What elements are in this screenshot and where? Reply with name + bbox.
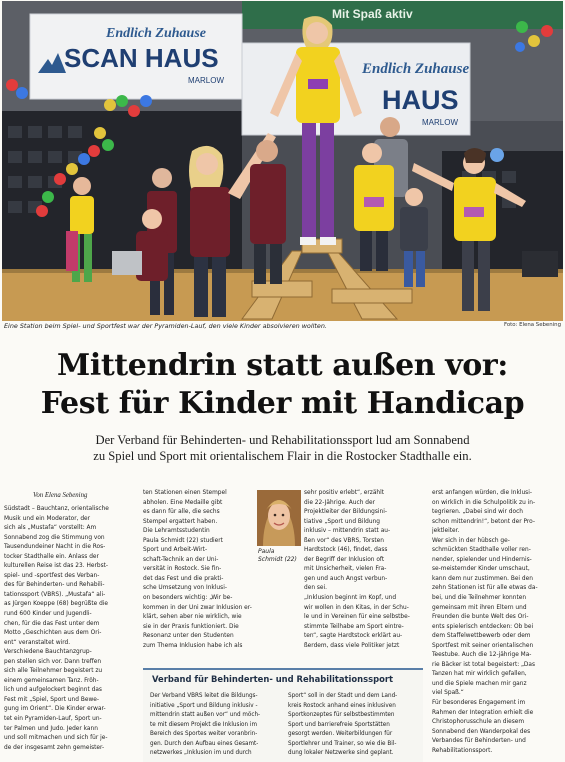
info-box-column-1 bbox=[150, 691, 276, 758]
text-line: den sei. bbox=[304, 583, 328, 592]
text-line: ents spielerisch entdecken: Ob bei bbox=[432, 621, 534, 630]
photo-caption-row bbox=[4, 322, 561, 334]
text-line: Sportkonzeptes für selbstbestimmten bbox=[288, 711, 395, 718]
text-line: sich alle Teilnehmer begeistert zu bbox=[4, 666, 103, 675]
text-line: Die Lehramtsstudentin bbox=[143, 526, 210, 535]
text-line: inklusiv – mittendrin statt au- bbox=[304, 526, 391, 535]
lead-line-1: Der Verband für Behinderten- und Rehabilitationssport lud am Sonnabend bbox=[95, 433, 470, 447]
text-line: mittendrin statt außen vor“ und möch- bbox=[150, 711, 261, 718]
photo-scene bbox=[2, 1, 563, 321]
text-line: Sport“ soll in der Stadt und dem Land- bbox=[288, 692, 398, 699]
text-line: tiative „Sport und Bildung bbox=[304, 516, 381, 525]
text-line: abholen. Eine Medaille gibt bbox=[143, 497, 223, 506]
text-line: die 22-Jährige. Auch der bbox=[304, 497, 375, 506]
text-line: klärt, sehen aber nie wirklich, wie bbox=[143, 612, 242, 621]
text-line: tet ein Pyramiden-Lauf, Sport un- bbox=[4, 714, 102, 723]
text-line: le und in Vereinen für eine selbstbe- bbox=[304, 612, 410, 621]
text-line: as Jürgen Koeppe (68) begrüßte die bbox=[4, 599, 109, 608]
text-line: tegrieren. „Dabei sind wir doch bbox=[432, 507, 524, 516]
text-line: schon mittendrin!“, betont der Pro- bbox=[432, 516, 535, 525]
headline-line-2: Fest für Kinder mit Handicap bbox=[40, 386, 525, 421]
text-line: erst anfangen würden, die Inklusi- bbox=[432, 488, 532, 496]
text-line: Rahmen der Integration erhielt die bbox=[432, 707, 534, 716]
portrait-caption-line-1: Paula bbox=[258, 548, 275, 555]
text-line: Projektleiter der Bildungsini- bbox=[304, 507, 387, 516]
text-line: jektleiter. bbox=[432, 526, 460, 535]
byline: Von Elena Sebening bbox=[33, 492, 88, 499]
text-line: ßerdem, dass viele Politiker jetzt bbox=[304, 640, 400, 649]
text-line: pen stellen sich vor. Dann treffen bbox=[4, 656, 102, 665]
text-line: Sportlehrer und Trainer, so wie die Bil- bbox=[288, 739, 397, 747]
text-line: des für Behinderten- und Rehabili- bbox=[4, 580, 105, 589]
text-line: de der insgesamt zehn gemeister- bbox=[4, 742, 105, 751]
text-line: und soll mitmachen und sich für je- bbox=[4, 733, 108, 742]
text-line: Verschiedene Bauchtanzgrup- bbox=[4, 647, 92, 656]
text-line: Für besonderes Engagement im bbox=[432, 698, 526, 707]
text-line: Rehabilitationssport. bbox=[432, 745, 493, 754]
info-box bbox=[143, 668, 423, 762]
text-line: Bereich des Sportes weiter voranbrin- bbox=[150, 730, 258, 737]
text-line: ter Palmen und Judo. Jeder kann bbox=[4, 723, 98, 732]
text-line: „Inklusion beginnt im Kopf, und bbox=[304, 593, 397, 602]
text-line: einem gemeinsamen Tanz. Fröh- bbox=[4, 675, 99, 684]
text-line: kommen in der Uni zwar Inklusion er- bbox=[143, 602, 252, 611]
portrait-caption bbox=[258, 548, 302, 564]
text-line: Verbandes für Behinderten- und bbox=[432, 736, 526, 745]
text-line: sie in der Praxis funktioniert. Die bbox=[143, 621, 239, 630]
text-line: versität in Rostock. Sie fin- bbox=[143, 564, 222, 573]
banner-right-line3: MARLOW bbox=[422, 118, 458, 127]
text-line: initiative „Sport und Bildung inklusiv - bbox=[150, 701, 258, 709]
text-line: viel Spaß.“ bbox=[432, 688, 464, 697]
text-line: tationssport (VBRS). „Mustafa“ ali- bbox=[4, 589, 106, 598]
text-line: schmückten Stadthalle voller ren- bbox=[432, 545, 531, 554]
text-line: bei, und die Teilnehmer konnten bbox=[432, 593, 527, 602]
text-line: dem Staffelwettbewerb oder dem bbox=[432, 631, 531, 640]
banner-right-line1: Endlich Zuhause bbox=[362, 61, 470, 77]
text-line: det das Fest und die prakti- bbox=[143, 573, 224, 582]
text-line: mit Unsicherheit, vielen Fra- bbox=[304, 564, 387, 573]
text-line: te mit diesem Projekt die Inklusion im bbox=[150, 720, 257, 728]
text-line: ten Stationen einen Stempel bbox=[143, 488, 227, 496]
text-line: schaft-Technik an der Uni- bbox=[143, 554, 219, 563]
text-line: Hardtstock (46), findet, dass bbox=[304, 545, 388, 554]
text-line: Sonnabend den Wanderpokal des bbox=[432, 726, 531, 735]
photo-caption: Eine Station beim Spiel- und Sportfest war der Pyramiden-Lauf, den viele Kinder absolvieren wollten. bbox=[4, 322, 327, 330]
text-line: Tausendundeiner Nacht in die Ros- bbox=[4, 542, 106, 551]
photo-credit: Foto: Elena Sebening bbox=[503, 322, 561, 328]
text-line: Paula Schmidt (22) studiert bbox=[143, 535, 223, 544]
text-line: zehn Stationen ist für alle etwas da- bbox=[432, 583, 538, 592]
text-line: rund 600 Kinder und Jugendli- bbox=[4, 609, 92, 618]
text-line: Fest mit „Spiel, Sport und Bewe- bbox=[4, 694, 99, 703]
text-line: Wer sich in der hübsch ge- bbox=[432, 535, 510, 544]
lead-paragraph bbox=[20, 432, 545, 464]
text-line: und die Spiele machen mir ganz bbox=[432, 678, 527, 687]
text-line: es dann für alle, die sechs bbox=[143, 507, 220, 516]
article-photo bbox=[2, 1, 563, 321]
text-line: netzwerkes „Inklusion im und durch bbox=[150, 749, 252, 756]
text-line: rie Bäcker ist total begeistert: „Das bbox=[432, 659, 535, 668]
text-line: gemeinsam mit ihren Eltern und bbox=[432, 602, 527, 611]
text-line: stimmte Teilhabe am Sport eintre- bbox=[304, 621, 404, 630]
text-line: Freunden die bunte Welt des Ori- bbox=[432, 612, 529, 621]
article-column-2 bbox=[143, 488, 253, 650]
text-line: Sportfest mit seiner orientalischen bbox=[432, 640, 534, 649]
text-line: sche Umsetzung von Inklusi- bbox=[143, 583, 227, 592]
text-line: Stempel ergattert haben. bbox=[143, 516, 218, 525]
text-line: dung lokaler Netzwerke sind geplant. bbox=[288, 749, 394, 756]
headline-line-1: Mittendrin statt außen vor: bbox=[57, 348, 508, 383]
text-line: on besonders wichtig: „Wir be- bbox=[143, 593, 233, 602]
text-line: gen. Durch den Aufbau eines Gesamt- bbox=[150, 739, 259, 747]
banner-left-line2: SCAN HAUS bbox=[64, 43, 219, 73]
text-line: tocker Stadthalle ein. Anlass der bbox=[4, 551, 99, 560]
text-line: se-meisternder Kinder umschaut, bbox=[432, 564, 530, 573]
text-line: sehr positiv erlebt“, erzählt bbox=[304, 488, 385, 496]
text-line: lich und aufgelockert beginnt das bbox=[4, 685, 102, 694]
text-line: gen und auch Angst verbun- bbox=[304, 573, 388, 582]
text-line: ßen vor“ des VBRS, Torsten bbox=[304, 535, 384, 544]
text-line: gesorgt werden. Weiterbildungen für bbox=[288, 730, 393, 737]
headline bbox=[0, 347, 565, 423]
text-line: Südstadt – Bauchtanz, orientalische bbox=[4, 504, 109, 512]
text-line: Christophorusschule an diesem bbox=[432, 717, 525, 726]
article-column-1 bbox=[4, 504, 136, 752]
text-line: Der Verband VBRS leitet die Bildungs- bbox=[150, 692, 258, 699]
info-box-title: Verband für Behinderten- und Rehabilitationssport bbox=[152, 674, 393, 684]
banner-left-line3: MARLOW bbox=[188, 76, 224, 85]
text-line: chen, für die das Fest unter dem bbox=[4, 618, 100, 627]
text-line: Sonnabend zog die Stimmung von bbox=[4, 532, 105, 541]
text-line: ten“, sagte Hardtstock erklärt au- bbox=[304, 631, 403, 640]
text-line: der Begriff der Inklusion oft bbox=[304, 554, 385, 563]
text-line: kulturellen Reise ist das 23. Herbst- bbox=[4, 561, 109, 570]
portrait-photo bbox=[257, 490, 301, 546]
text-line: gung im Orient“. Die Kinder erwar- bbox=[4, 704, 106, 713]
text-line: nender, spielender und Hindernis- bbox=[432, 554, 532, 563]
text-line: kann dem nur zustimmen. Bei den bbox=[432, 573, 533, 582]
text-line: Sport und Arbeit-Wirt- bbox=[143, 545, 208, 554]
text-line: Musik und ein Moderator, der bbox=[4, 513, 91, 522]
info-box-column-2 bbox=[288, 691, 414, 758]
banner-top-text: Mit Spaß aktiv bbox=[332, 7, 413, 21]
text-line: Motto „Geschichten aus dem Ori- bbox=[4, 628, 102, 637]
article-column-4 bbox=[432, 488, 562, 755]
text-line: spiel- und -sportfest des Verban- bbox=[4, 570, 100, 579]
article-column-3 bbox=[304, 488, 422, 650]
text-line: Teestube. Auch die 12-jährige Ma- bbox=[432, 650, 532, 659]
text-line: kreis Rostock anhand eines inklusiven bbox=[288, 701, 396, 709]
text-line: on wirklich in die Schulpolitik zu in- bbox=[432, 497, 536, 506]
text-line: Sport und barrierefreie Sportstätten bbox=[288, 720, 390, 728]
text-line: zum Thema Inklusion habe ich als bbox=[143, 640, 243, 649]
lead-line-2: zu Spiel und Sport mit orientalischem Flair in die Rostocker Stadthalle ein. bbox=[93, 449, 472, 463]
text-line: wir wollen in den Kitas, in der Schu- bbox=[304, 602, 409, 611]
text-line: ent“ veranstaltet wird. bbox=[4, 637, 71, 646]
banner-left-line1: Endlich Zuhause bbox=[106, 26, 206, 41]
portrait-caption-line-2: Schmidt (22) bbox=[258, 556, 297, 563]
text-line: Tanzen hat mir wirklich gefallen, bbox=[432, 669, 527, 678]
banner-right-line2: HAUS bbox=[382, 85, 459, 115]
text-line: sich als „Mustafa“ vorstellt: Am bbox=[4, 523, 97, 532]
text-line: Resonanz unter den Studenten bbox=[143, 631, 234, 640]
